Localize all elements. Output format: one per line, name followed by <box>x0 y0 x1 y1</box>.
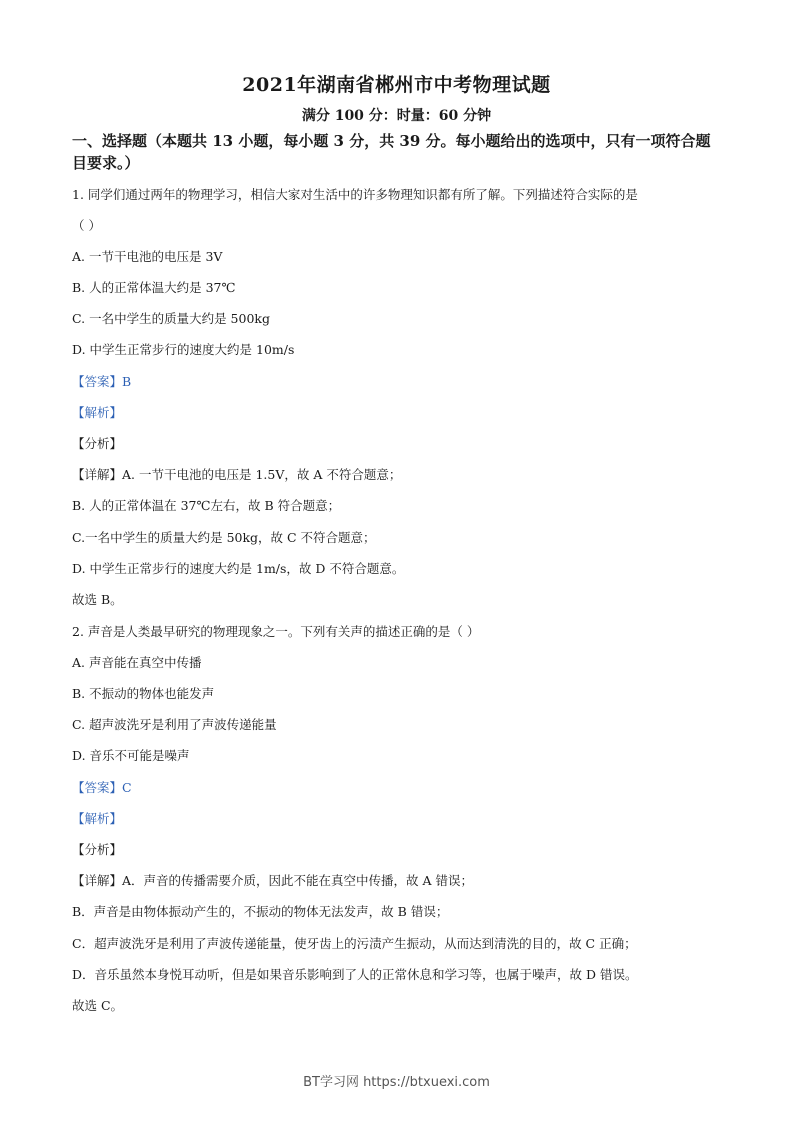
text-line: B. 人的正常体温大约是 37℃ <box>72 280 236 295</box>
text-line: D．音乐虽然本身悦耳动听，但是如果音乐影响到了人的正常休息和学习等，也属于噪声，故 D 错误。 <box>72 967 638 982</box>
text-line: 【答案】C <box>72 780 132 795</box>
text-line: （ ） <box>72 218 101 233</box>
text-line: 【详解】A．声音的传播需要介质，因此不能在真空中传播，故 A 错误； <box>72 873 474 888</box>
text-line: 2. 声音是人类最早研究的物理现象之一。下列有关声的描述正确的是（ ） <box>72 624 480 639</box>
text-line: 【分析】 <box>72 842 123 857</box>
text-line: A. 声音能在真空中传播 <box>72 655 202 670</box>
text-line: 故选 C。 <box>72 998 124 1013</box>
text-line: B. 不振动的物体也能发声 <box>72 686 215 701</box>
text-line: D. 中学生正常步行的速度大约是 10m/s <box>72 342 295 357</box>
text-line: D. 中学生正常步行的速度大约是 1m/s，故 D 不符合题意。 <box>72 561 405 576</box>
text-line: 【答案】B <box>72 374 132 389</box>
text-line: D. 音乐不可能是噪声 <box>72 748 190 763</box>
exam-info: 满分 100 分：时量：60 分钟 <box>301 108 492 124</box>
text-line: 【分析】 <box>72 436 123 451</box>
page-title: 2021年湖南省郴州市中考物理试题 <box>242 74 551 96</box>
text-line: 【详解】A. 一节干电池的电压是 1.5V，故 A 不符合题意； <box>72 467 402 482</box>
text-line: 1. 同学们通过两年的物理学习，相信大家对生活中的许多物理知识都有所了解。下列描述符合实际的是 <box>72 187 638 202</box>
text-line: A. 一节干电池的电压是 3V <box>72 249 223 264</box>
text-line: C.一名中学生的质量大约是 50kg，故 C 不符合题意； <box>72 530 376 545</box>
section-heading: 一、选择题（本题共 13 小题，每小题 3 分，共 39 分。每小题给出的选项中，只有一项符合题目要求。） <box>72 132 711 172</box>
footer-watermark: BT学习网 https://btxuexi.com <box>303 1075 490 1090</box>
text-line: C．超声波洗牙是利用了声波传递能量，使牙齿上的污渍产生振动，从而达到清洗的目的，故 C 正确； <box>72 936 637 951</box>
text-line: B．声音是由物体振动产生的，不振动的物体无法发声，故 B 错误； <box>72 904 449 919</box>
text-line: 【解析】 <box>72 405 123 420</box>
text-line: C. 一名中学生的质量大约是 500kg <box>72 311 270 326</box>
text-line: 故选 B。 <box>72 592 123 607</box>
text-line: C. 超声波洗牙是利用了声波传递能量 <box>72 717 277 732</box>
text-line: B. 人的正常体温在 37℃左右，故 B 符合题意； <box>72 498 341 513</box>
text-line: 【解析】 <box>72 811 123 826</box>
